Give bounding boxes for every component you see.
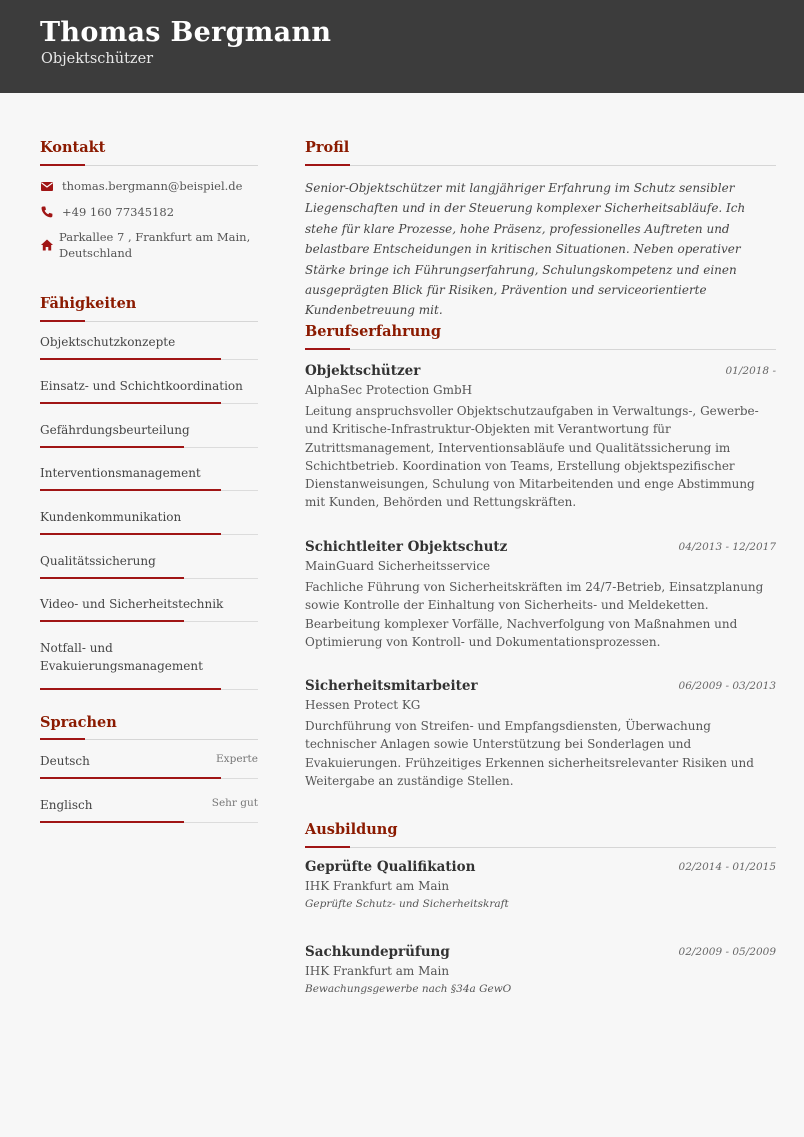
home-icon xyxy=(40,238,54,252)
address-line2: Deutschland xyxy=(59,246,133,260)
skills-section-title: Fähigkeiten xyxy=(40,295,137,312)
skill-level-bar xyxy=(40,688,221,690)
skill-level-bar xyxy=(40,489,221,491)
job-company: AlphaSec Protection GmbH xyxy=(305,383,473,397)
languages-section-title: Sprachen xyxy=(40,714,117,731)
skill-label: Notfall- und xyxy=(40,641,113,655)
skill-level-bar xyxy=(40,620,184,622)
skill-item xyxy=(40,595,258,613)
person-job-title: Objektschützer xyxy=(41,51,154,67)
education-detail: Geprüfte Schutz- und Sicherheitskraft xyxy=(305,898,509,910)
header-banner xyxy=(0,0,804,93)
language-level-track xyxy=(40,822,258,823)
mail-icon xyxy=(40,179,54,193)
education-item xyxy=(305,859,776,910)
education-section-title: Ausbildung xyxy=(305,821,398,838)
skill-label: Video- und Sicherheitstechnik xyxy=(40,597,224,611)
address-text xyxy=(59,229,250,261)
skill-item xyxy=(40,508,258,526)
education-title: Geprüfte Qualifikation xyxy=(305,859,476,875)
education-date: 02/2014 - 01/2015 xyxy=(678,861,776,873)
education-title: Sachkundeprüfung xyxy=(305,944,450,960)
experience-item xyxy=(305,678,776,790)
experience-section-title: Berufserfahrung xyxy=(305,323,441,340)
skill-level-track xyxy=(40,534,258,535)
language-level-text: Sehr gut xyxy=(211,797,258,809)
skill-level-track xyxy=(40,359,258,360)
language-label: Deutsch xyxy=(40,754,90,768)
skill-item xyxy=(40,421,258,439)
job-company: Hessen Protect KG xyxy=(305,698,421,712)
skill-label: Einsatz- und Schichtkoordination xyxy=(40,379,243,393)
contact-section-divider xyxy=(40,165,258,166)
language-item xyxy=(40,752,258,770)
job-date: 04/2013 - 12/2017 xyxy=(678,541,776,553)
skill-item xyxy=(40,464,258,482)
experience-item xyxy=(305,363,776,512)
education-detail: Bewachungsgewerbe nach §34a GewO xyxy=(305,983,512,995)
email-text: thomas.bergmann@beispiel.de xyxy=(62,179,243,193)
skill-level-bar xyxy=(40,402,221,404)
profile-text: Senior-Objektschützer mit langjähriger Erfahrung im Schutz sensibler Liegenschaften und in der Steuerung komplexer Sicherheitsabläufe. Ich stehe für klare Prozesse, hohe Präsenz, professionelles Auftreten und belastbare Entscheidungen in kritischen Situationen. Neben operativer Stärke bringe ich Führungserfahrung, Schulungskompetenz und einen ausgeprägten Blick für Risiken, Prävention und serviceorientierte Kundenbetreuung mit. xyxy=(305,181,746,318)
skill-item xyxy=(40,333,258,351)
skill-level-track xyxy=(40,403,258,404)
job-date: 06/2009 - 03/2013 xyxy=(678,680,776,692)
skills-section-divider xyxy=(40,321,258,322)
phone-icon xyxy=(40,205,54,219)
skill-item xyxy=(40,639,258,675)
person-name: Thomas Bergmann xyxy=(40,17,332,48)
profile-section-title: Profil xyxy=(305,139,350,156)
address-line1: Parkallee 7 , Frankfurt am Main, xyxy=(59,230,251,244)
experience-item xyxy=(305,539,776,651)
languages-section-divider xyxy=(40,739,258,740)
skill-level-bar xyxy=(40,577,184,579)
contact-address xyxy=(40,229,258,261)
job-title: Schichtleiter Objektschutz xyxy=(305,539,508,555)
language-level-text: Experte xyxy=(216,753,258,765)
experience-section-divider xyxy=(305,349,776,350)
skill-label: Gefährdungsbeurteilung xyxy=(40,423,190,437)
job-date: 01/2018 - xyxy=(725,365,776,377)
job-title: Sicherheitsmitarbeiter xyxy=(305,678,478,694)
job-company: MainGuard Sicherheitsservice xyxy=(305,559,491,573)
skill-level-track xyxy=(40,578,258,579)
skill-label-line2: Evakuierungsmanagement xyxy=(40,659,203,673)
language-level-bar xyxy=(40,777,221,779)
language-level-bar xyxy=(40,821,184,823)
skill-label: Qualitätssicherung xyxy=(40,554,156,568)
job-description: Leitung anspruchsvoller Objektschutzaufgaben in Verwaltungs-, Gewerbe- und Kritische-Infrastruktur-Objekten mit Verantwortung für Zutrittsmanagement, Interventionsabläufe und Qualitätssicherung im Schichtbetrieb. Koordination von Teams, Erstellung objektspezifischer Dienstanweisungen, Schulung von Mitarbeitenden und enge Abstimmung mit Kunden, Behörden und Rettungskräften. xyxy=(305,404,759,510)
contact-email[interactable] xyxy=(40,178,258,194)
skill-level-bar xyxy=(40,533,221,535)
language-level-track xyxy=(40,778,258,779)
profile-section-divider xyxy=(305,165,776,166)
skill-level-track xyxy=(40,689,258,690)
skill-level-track xyxy=(40,490,258,491)
skill-label: Kundenkommunikation xyxy=(40,510,182,524)
contact-phone[interactable] xyxy=(40,204,258,220)
phone-text: +49 160 77345182 xyxy=(62,205,175,219)
skill-level-bar xyxy=(40,358,221,360)
skill-label: Objektschutzkonzepte xyxy=(40,335,176,349)
language-item xyxy=(40,796,258,814)
education-institution: IHK Frankfurt am Main xyxy=(305,964,450,978)
skill-level-track xyxy=(40,621,258,622)
education-institution: IHK Frankfurt am Main xyxy=(305,879,450,893)
skill-item xyxy=(40,377,258,395)
skill-level-track xyxy=(40,447,258,448)
job-description: Durchführung von Streifen- und Empfangsdiensten, Überwachung technischer Anlagen sowie Unterstützung bei Sonderlagen und Evakuierungen. Frühzeitiges Erkennen sicherheitsrelevanter Risiken und Weitergabe an zuständige Stellen. xyxy=(305,719,754,788)
skill-level-bar xyxy=(40,446,184,448)
job-title: Objektschützer xyxy=(305,363,421,379)
education-section-divider xyxy=(305,847,776,848)
skill-label: Interventionsmanagement xyxy=(40,466,201,480)
skill-item xyxy=(40,552,258,570)
language-label: Englisch xyxy=(40,798,93,812)
contact-section-title: Kontakt xyxy=(40,139,106,156)
job-description: Fachliche Führung von Sicherheitskräften im 24/7-Betrieb, Einsatzplanung sowie Kontrolle der Einhaltung von Sicherheits- und Meldeketten. Bearbeitung komplexer Vorfälle, Nachverfolgung von Maßnahmen und Optimierung von Kontroll- und Dokumentationsprozessen. xyxy=(305,580,764,649)
education-date: 02/2009 - 05/2009 xyxy=(678,946,776,958)
education-item xyxy=(305,944,776,995)
